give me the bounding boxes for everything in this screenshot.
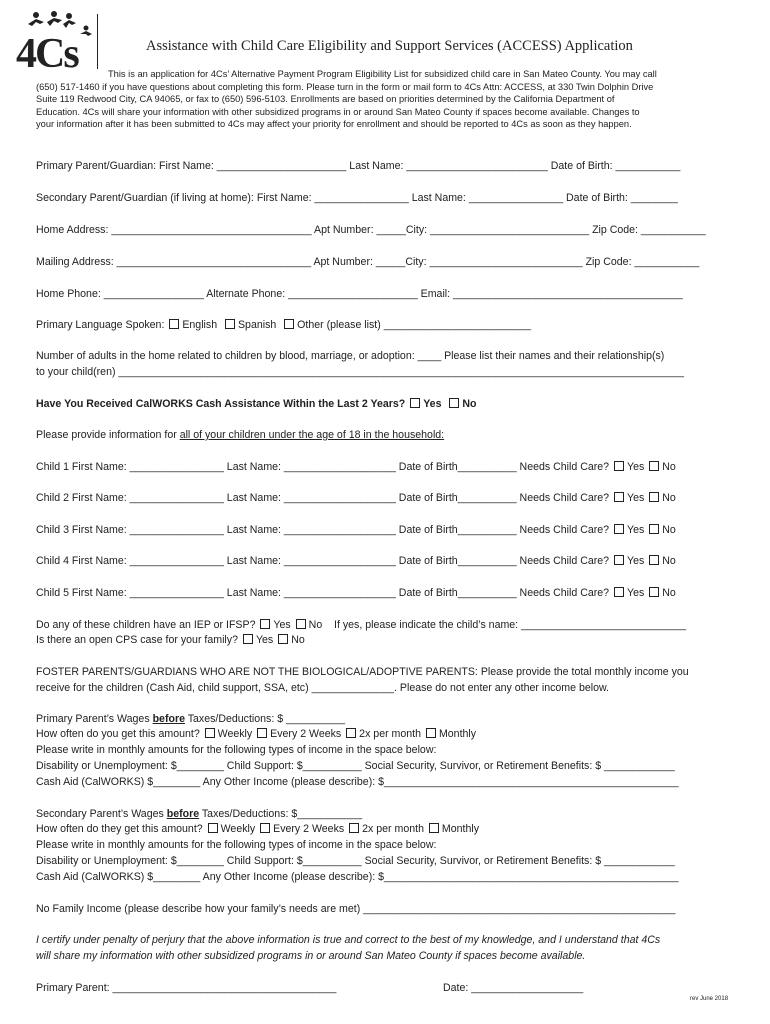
monthly-label: Monthly [438,728,477,740]
adults-line-1[interactable]: Number of adults in the home related to children by blood, marriage, or adoption: ____ Please list their names and their relationship(s) [36,350,665,362]
twice-monthly-checkbox[interactable] [346,728,356,738]
needs-care-yes-checkbox[interactable] [614,524,624,534]
intro-paragraph [36,68,741,131]
cps-question: Is there an open CPS case for your family? [36,634,238,646]
other-language-label[interactable]: Other (please list) _________________________ [297,319,532,331]
english-label: English [182,319,218,331]
weekly-label: Weekly [220,823,256,835]
no-label: No [662,524,676,536]
intro-line: Suite 119 Redwood City, CA 94065, or fax to (650) 596-5103. Enrollments are based on priorities determined by the California Department of [36,94,615,105]
home-address-line[interactable]: Home Address: __________________________________ Apt Number: _____City: ___________________________ Zip Code: ___________ [36,224,706,236]
children-instruction [36,429,444,441]
foster-line-1: FOSTER PARENTS/GUARDIANS WHO ARE NOT THE BIOLOGICAL/ADOPTIVE PARENTS: Please provide the total monthly income you [36,666,689,678]
twice-monthly-label: 2x per month [362,823,424,835]
needs-care-yes-checkbox[interactable] [614,587,624,597]
child-row[interactable] [36,461,676,473]
phone-email-line[interactable]: Home Phone: _________________ Alternate Phone: ______________________ Email: _______________________________________ [36,288,683,300]
children-instruction-underlined: all of your children under the age of 18 in the household: [179,429,445,441]
primary-parent-line[interactable]: Primary Parent/Guardian: First Name: ______________________ Last Name: ________________________ Date of Birth: ___________ [36,160,681,172]
secondary-frequency-line [36,823,479,835]
iep-child-name[interactable]: If yes, please indicate the child’s name: ____________________________ [334,619,687,631]
monthly-amounts-instruction: Please write in monthly amounts for the following types of income in the space below: [36,744,437,756]
yes-label: Yes [627,587,645,599]
logo-divider [97,14,98,69]
iep-no-label: No [308,619,323,631]
primary-frequency-question: How often do you get this amount? [36,728,200,740]
intro-line: This is an application for 4Cs’ Alternative Payment Program Eligibility List for subsidized child care in San Mateo County. You may call [108,69,657,79]
spanish-checkbox[interactable] [225,319,235,329]
no-label: No [662,587,676,599]
intro-line: your information after it has been submitted to 4Cs may affect your priority for enrollment and should be reported to 4Cs as soon as they happen. [36,119,632,130]
adults-line-2[interactable]: to your child(ren) ________________________________________________________________________________________________ [36,366,685,378]
iep-question: Do any of these children have an IEP or IFSP? [36,619,256,631]
child-row[interactable] [36,492,676,504]
monthly-checkbox[interactable] [429,823,439,833]
child-row-text[interactable]: Child 5 First Name: ________________ Last Name: ___________________ Date of Birth__________ Needs Child Care? [36,587,610,599]
needs-care-no-checkbox[interactable] [649,492,659,502]
other-language-checkbox[interactable] [284,319,294,329]
calworks-yes-label: Yes [423,398,442,410]
cps-no-checkbox[interactable] [278,634,288,644]
calworks-question [36,398,476,410]
twice-monthly-checkbox[interactable] [349,823,359,833]
no-income-line[interactable]: No Family Income (please describe how your family’s needs are met) _____________________________________________________ [36,903,676,915]
revision-note: rev June 2018 [690,996,729,1002]
cps-yes-label: Yes [255,634,274,646]
calworks-yes-checkbox[interactable] [410,398,420,408]
english-checkbox[interactable] [169,319,179,329]
iep-no-checkbox[interactable] [296,619,306,629]
child-row[interactable] [36,587,676,599]
cps-no-label: No [291,634,305,646]
intro-line: Education. 4Cs will share your information with other subsidized programs in or around San Mateo County if spaces become available. Changes to [36,106,640,117]
needs-care-yes-checkbox[interactable] [614,492,624,502]
needs-care-no-checkbox[interactable] [649,524,659,534]
cps-yes-checkbox[interactable] [243,634,253,644]
monthly-amounts-instruction: Please write in monthly amounts for the following types of income in the space below: [36,839,437,851]
mailing-address-line[interactable]: Mailing Address: _________________________________ Apt Number: _____City: __________________________ Zip Code: ___________ [36,256,700,268]
before-emphasis: before [152,713,185,725]
child-row[interactable] [36,524,676,536]
no-label: No [662,461,676,473]
secondary-frequency-question: How often do they get this amount? [36,823,203,835]
primary-wages-line[interactable] [36,713,345,725]
yes-label: Yes [627,492,645,504]
needs-care-yes-checkbox[interactable] [614,461,624,471]
child-row-text[interactable]: Child 3 First Name: ________________ Last Name: ___________________ Date of Birth__________ Needs Child Care? [36,524,610,536]
child-row-text[interactable]: Child 4 First Name: ________________ Last Name: ___________________ Date of Birth__________ Needs Child Care? [36,555,610,567]
signature-line[interactable]: Primary Parent: ______________________________________ [36,982,337,994]
primary-frequency-line [36,728,476,740]
weekly-checkbox[interactable] [208,823,218,833]
weekly-checkbox[interactable] [205,728,215,738]
primary-wages-label: Primary Parent’s Wages [36,713,153,725]
secondary-wages-label: Secondary Parent’s Wages [36,808,167,820]
every-2-weeks-checkbox[interactable] [260,823,270,833]
children-instruction-text: Please provide information for [36,429,180,441]
yes-label: Yes [627,555,645,567]
secondary-wages-field[interactable]: Taxes/Deductions: $___________ [199,808,363,820]
twice-monthly-label: 2x per month [359,728,422,740]
weekly-label: Weekly [217,728,253,740]
primary-wages-field[interactable]: Taxes/Deductions: $ __________ [184,713,345,725]
iep-yes-label: Yes [273,619,291,631]
4cs-logo [14,10,96,76]
intro-line: (650) 517-1460 if you have questions about completing this form. Please turn in the form or mail form to 4Cs Attn: ACCESS, at 330 Twin Dolphin Drive [36,81,654,92]
secondary-benefits-line[interactable]: Disability or Unemployment: $________ Child Support: $__________ Social Security, Survivor, or Retirement Benefits: $ ____________ [36,855,675,867]
date-line[interactable]: Date: ___________________ [443,982,584,994]
secondary-wages-line[interactable] [36,808,362,820]
monthly-checkbox[interactable] [426,728,436,738]
certification-line-1: I certify under penalty of perjury that the above information is true and correct to the best of my knowledge, and I understand that 4Cs [36,934,661,946]
spanish-label: Spanish [237,319,277,331]
secondary-parent-line[interactable]: Secondary Parent/Guardian (if living at home): First Name: ________________ Last Name: ________________ Date of Birth: ________ [36,192,678,204]
page-title: Assistance with Child Care Eligibility and Support Services (ACCESS) Application [146,38,633,54]
logo-text: 4Cs [16,31,78,77]
yes-label: Yes [627,524,645,536]
primary-cashaid-line[interactable]: Cash Aid (CalWORKS) $________ Any Other Income (please describe): $__________________________________________________ [36,776,679,788]
no-label: No [662,555,676,567]
calworks-question-text: Have You Received CalWORKS Cash Assistance Within the Last 2 Years? [36,398,406,410]
child-row[interactable] [36,555,676,567]
needs-care-no-checkbox[interactable] [649,461,659,471]
every-2-weeks-label: Every 2 Weeks [273,823,345,835]
foster-line-2[interactable]: receive for the children (Cash Aid, child support, SSA, etc) ______________. Please do not enter any other income below. [36,682,610,694]
no-label: No [662,492,676,504]
child-row-text[interactable]: Child 1 First Name: ________________ Last Name: ___________________ Date of Birth__________ Needs Child Care? [36,461,610,473]
primary-benefits-line[interactable]: Disability or Unemployment: $________ Child Support: $__________ Social Security, Survivor, or Retirement Benefits: $ ____________ [36,760,675,772]
secondary-cashaid-line[interactable]: Cash Aid (CalWORKS) $________ Any Other Income (please describe): $__________________________________________________ [36,871,679,883]
monthly-label: Monthly [441,823,480,835]
calworks-no-checkbox[interactable] [449,398,459,408]
iep-yes-checkbox[interactable] [260,619,270,629]
cps-line [36,634,305,646]
language-label: Primary Language Spoken: [36,319,165,331]
every-2-weeks-label: Every 2 Weeks [270,728,342,740]
child-row-text[interactable]: Child 2 First Name: ________________ Last Name: ___________________ Date of Birth__________ Needs Child Care? [36,492,610,504]
yes-label: Yes [627,461,645,473]
calworks-no-label: No [462,398,477,410]
needs-care-no-checkbox[interactable] [649,555,659,565]
language-line [36,319,531,331]
needs-care-no-checkbox[interactable] [649,587,659,597]
certification-line-2: will share my information with other subsidized programs in or around San Mateo County if spaces become available. [36,950,586,962]
before-emphasis: before [166,808,200,820]
iep-line [36,619,686,631]
needs-care-yes-checkbox[interactable] [614,555,624,565]
every-2-weeks-checkbox[interactable] [257,728,267,738]
